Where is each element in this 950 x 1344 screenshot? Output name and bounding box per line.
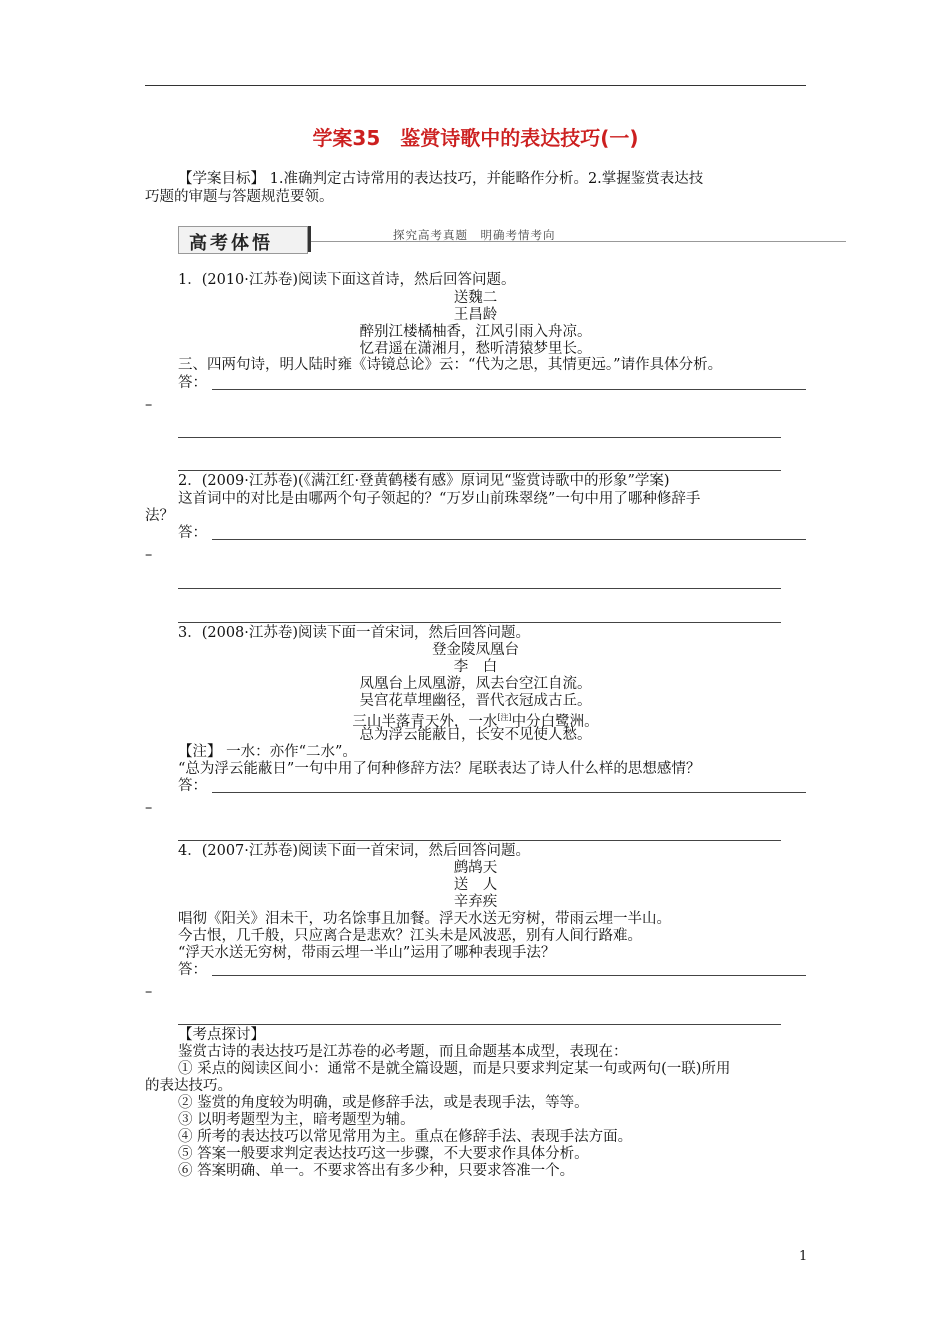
q3-intro: 3．(2008·江苏卷)阅读下面一首宋词，然后回答问题。 <box>178 625 531 641</box>
q3-author: 李 白 <box>453 659 498 675</box>
q1-poem-line: 醉别江楼橘柚香，江风引雨入舟凉。 <box>359 324 592 340</box>
kaodian-item: 的表达技巧。 <box>145 1078 232 1094</box>
q3-dash: – <box>145 800 153 816</box>
q2-question-line1: 这首词中的对比是由哪两个句子领起的？“万岁山前珠翠绕”一句中用了哪种修辞手 <box>178 491 701 507</box>
q2-answer-line[interactable] <box>212 539 806 540</box>
banner-left-label: 高考体悟 <box>189 233 273 254</box>
banner-underline <box>311 241 846 242</box>
q1-author: 王昌龄 <box>453 307 498 323</box>
q4-poem-title: 鹧鸪天 <box>453 860 498 876</box>
q3-answer-line[interactable] <box>178 840 781 841</box>
q3-line3-post: 中分白鹭洲。 <box>511 713 599 730</box>
q1-answer-line[interactable] <box>178 470 781 471</box>
q2-intro: 2．(2009·江苏卷)(《满江红·登黄鹤楼有感》原词见“鉴赏诗歌中的形象”学案) <box>178 473 670 489</box>
q3-poem-line: 总为浮云能蔽日，长安不见使人愁。 <box>359 727 592 743</box>
q1-dash: – <box>145 397 153 413</box>
kaodian-item: ② 鉴赏的角度较为明确，或是修辞手法，或是表现手法，等等。 <box>178 1095 589 1111</box>
q3-poem-line: 吴宫花草埋幽径，晋代衣冠成古丘。 <box>359 693 592 709</box>
page-title: 学案35 鉴赏诗歌中的表达技巧(一) <box>312 126 639 150</box>
q3-line3-pre: 三山半落青天外，一水 <box>352 713 498 730</box>
q1-answer-label: 答： <box>178 375 207 391</box>
objectives-line2: 巧题的审题与答题规范要领。 <box>145 189 334 205</box>
kaodian-item: ④ 所考的表达技巧以常见常用为主。重点在修辞手法、表现手法方面。 <box>178 1129 633 1145</box>
section-banner <box>178 224 846 254</box>
q2-answer-line[interactable] <box>178 588 781 589</box>
q1-answer-line[interactable] <box>212 389 806 390</box>
q4-poem-line: 今古恨，几千般，只应离合是悲欢？江头未是风波恶，别有人间行路难。 <box>178 928 642 944</box>
kaodian-heading: 【考点探讨】 <box>178 1027 265 1043</box>
q4-subtitle: 送 人 <box>453 877 498 893</box>
q1-intro: 1．(2010·江苏卷)阅读下面这首诗，然后回答问题。 <box>178 272 516 288</box>
q3-answer-line[interactable] <box>212 792 806 793</box>
kaodian-item: ① 采点的阅读区间小：通常不是就全篇设题，而是只要求判定某一句或两句(一联)所用 <box>178 1061 731 1077</box>
q4-question: “浮天水送无穷树，带雨云埋一半山”运用了哪种表现手法？ <box>178 945 556 961</box>
kaodian-item: ③ 以明考题型为主，暗考题型为辅。 <box>178 1112 415 1128</box>
q4-answer-label: 答： <box>178 962 207 978</box>
q2-answer-label: 答： <box>178 525 207 541</box>
q1-question: 三、四两句诗，明人陆时雍《诗镜总论》云：“代为之思，其情更远。”请作具体分析。 <box>178 357 723 373</box>
kaodian-item: ⑤ 答案一般要求判定表达技巧这一步骤，不大要求作具体分析。 <box>178 1146 589 1162</box>
page-number: 1 <box>799 1249 808 1264</box>
q4-answer-line[interactable] <box>212 975 806 976</box>
q3-note: 【注】 一水：亦作“二水”。 <box>178 744 357 760</box>
q4-answer-line[interactable] <box>178 1024 781 1025</box>
q1-poem-line: 忆君遥在潇湘月，愁听清猿梦里长。 <box>359 341 592 357</box>
q1-answer-line[interactable] <box>178 437 781 438</box>
q3-poem-title: 登金陵凤凰台 <box>432 642 519 658</box>
q3-note-marker: [注] <box>497 713 512 722</box>
q4-intro: 4．(2007·江苏卷)阅读下面一首宋词，然后回答问题。 <box>178 843 531 859</box>
q2-dash: – <box>145 547 153 563</box>
banner-label-box <box>178 226 308 254</box>
header-rule <box>145 85 806 86</box>
kaodian-item: ⑥ 答案明确、单一。不要求答出有多少种，只要求答准一个。 <box>178 1163 575 1179</box>
objectives-line1: 【学案目标】 1.准确判定古诗常用的表达技巧，并能略作分析。2.掌握鉴赏表达技 <box>178 171 704 187</box>
q4-poem-line: 唱彻《阳关》泪未干，功名馀事且加餐。浮天水送无穷树，带雨云埋一半山。 <box>178 911 671 927</box>
banner-right-label: 探究高考真题 明确考情考向 <box>393 228 556 242</box>
q2-answer-line[interactable] <box>178 622 781 623</box>
q2-question-line2: 法？ <box>145 508 174 524</box>
q3-poem-line: 凤凰台上凤凰游，凤去台空江自流。 <box>359 676 592 692</box>
q3-answer-label: 答： <box>178 778 207 794</box>
q4-dash: – <box>145 984 153 1000</box>
kaodian-intro: 鉴赏古诗的表达技巧是江苏卷的必考题，而且命题基本成型，表现在： <box>178 1044 628 1060</box>
q4-author: 辛弃疾 <box>453 894 498 910</box>
banner-bar <box>308 226 311 252</box>
q1-poem-title: 送魏二 <box>453 290 498 306</box>
q3-question: “总为浮云能蔽日”一句中用了何种修辞方法？尾联表达了诗人什么样的思想感情？ <box>178 761 701 777</box>
